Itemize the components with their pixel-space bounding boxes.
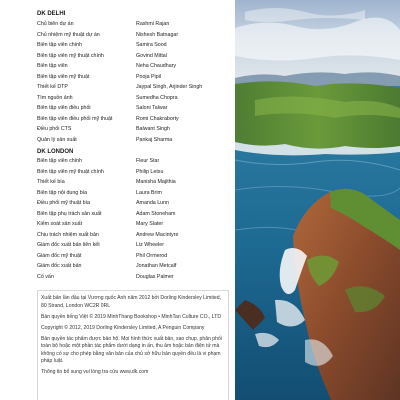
copyright-text: Copyright © 2012, 2019 Dorling Kindersley Limited, A Penguin Company [41, 324, 205, 331]
credit-name: Pooja Pipil [136, 73, 162, 80]
credit-row [37, 209, 233, 220]
credit-row [37, 82, 233, 93]
credit-name: Adam Stoneham [136, 210, 176, 217]
credit-role: Điều phối CTS [37, 126, 72, 132]
credit-role: Giám đốc mỹ thuật [37, 252, 82, 259]
credit-role: Biên tập viên điều phối [37, 105, 91, 111]
dk-london-heading: DK LONDON [37, 149, 74, 155]
credit-row [37, 272, 233, 283]
credit-row [37, 251, 233, 262]
credit-name: Govind Mittal [136, 52, 167, 59]
credit-row [37, 240, 233, 251]
credit-name: Liz Wheeler [136, 242, 164, 248]
dk-london-credits [37, 156, 233, 282]
more-info-text: Thông tin bổ sung vui lòng tra cứu www.dk.com [41, 369, 149, 376]
credit-role: Thiết kế bìa [37, 179, 65, 185]
credit-role: Tìm nguồn ảnh [37, 94, 73, 101]
credit-role: Cố vấn [37, 273, 54, 280]
credit-role: Kiểm soát sản xuất [37, 221, 83, 227]
credit-row [37, 19, 233, 30]
credit-row [37, 177, 233, 188]
credit-name: Andrew Macintyre [136, 231, 179, 238]
credit-role: Biên tập viên mỹ thuật [37, 73, 90, 80]
credit-row [37, 51, 233, 62]
credit-role: Biên tập nội dung bìa [37, 189, 88, 196]
credit-role: Biên tập viên mỹ thuật chính [37, 168, 104, 175]
credit-name: Fleur Star [136, 158, 160, 164]
credit-row [37, 230, 233, 241]
credit-name: Nishesh Batnagar [136, 31, 179, 38]
credit-role: Quản lý sản xuất [37, 136, 77, 143]
credit-role: Chủ nhiệm mỹ thuật dự án [37, 31, 100, 38]
credit-role: Giám đốc xuất bản liên kết [37, 242, 100, 248]
credit-role: Chủ biên dự án [37, 21, 74, 27]
credit-row [37, 188, 233, 199]
credit-name: Amanda Lunn [136, 200, 169, 206]
rights-reserved-text: Bản quyền tác phẩm được bảo hộ. Mọi hình thức xuất bản, sao chụp, phân phối toàn bộ hoặc một phần tác phẩm dưới dạng in ấn, thu âm hoặc bản điện tử mà không có sự cho phép bằng văn bản của chủ sở hữu bản quyền đều là vi phạm pháp luật. [41, 335, 222, 365]
vietnamese-rights-text: Bản quyền tiếng Việt © 2019 MinhThang Bookshop • MinhTan Culture CO., LTD [41, 313, 222, 320]
credit-role: Thiết kế DTP [37, 84, 68, 90]
credit-role: Biên tập viên mỹ thuật chính [37, 52, 104, 59]
credit-row [37, 198, 233, 209]
colophon-box [37, 290, 229, 400]
dk-delhi-heading: DK DELHI [37, 11, 66, 17]
credit-row [37, 156, 233, 167]
credit-name: Mary Slater [136, 221, 164, 227]
credit-role: Biên tập viên chính [37, 158, 83, 164]
credit-row [37, 103, 233, 114]
credit-row [37, 167, 233, 178]
credit-row [37, 40, 233, 51]
credit-row [37, 261, 233, 272]
credit-row [37, 61, 233, 72]
credit-role: Điều phối mỹ thuật bìa [37, 200, 90, 206]
credit-row [37, 124, 233, 135]
credit-name: Pankaj Sharma [136, 136, 173, 143]
coastline-photo [235, 0, 400, 400]
credit-name: Samira Sood [136, 42, 167, 48]
credit-name: Romi Chakraborty [136, 115, 179, 122]
credit-name: Philip Letsu [136, 168, 164, 175]
credit-name: Balwant Singh [136, 126, 170, 132]
credit-role: Giám đốc xuất bản [37, 263, 82, 269]
credit-name: Laura Brim [136, 189, 162, 196]
credit-role: Biên tập phụ trách sản xuất [37, 210, 102, 217]
credit-name: Saloni Talwar [136, 105, 168, 111]
credit-row [37, 114, 233, 125]
credit-row [37, 135, 233, 146]
credit-row [37, 72, 233, 83]
credit-name: Rashmi Rajan [136, 21, 170, 27]
credit-role: Biên tập viên [37, 63, 68, 69]
first-published-text: Xuất bản lần đầu tại Vương quốc Anh năm 2012 bởi Dorling Kindersley Limited, 80 Strand, London WC2R 0RL [41, 295, 221, 309]
credit-role: Biên tập viên điều phối mỹ thuật [37, 115, 113, 122]
credit-name: Sumedha Chopra [136, 94, 178, 101]
dk-delhi-credits [37, 19, 233, 145]
credit-row [37, 30, 233, 41]
credits-column [37, 0, 233, 400]
credit-name: Phil Ormerod [136, 252, 168, 259]
credit-role: Biên tập viên chính [37, 42, 83, 48]
credit-name: Manisha Majithia [136, 179, 176, 185]
credit-name: Neha Chaudhary [136, 63, 177, 69]
credit-row [37, 219, 233, 230]
credit-name: Jonathan Metcalf [136, 263, 177, 269]
credit-row [37, 93, 233, 104]
credit-name: Douglas Palmer [136, 273, 174, 280]
credit-name: Jaypal Singh, Arjinder Singh [136, 84, 203, 90]
credit-role: Chịu trách nhiệm xuất bản [37, 231, 99, 238]
